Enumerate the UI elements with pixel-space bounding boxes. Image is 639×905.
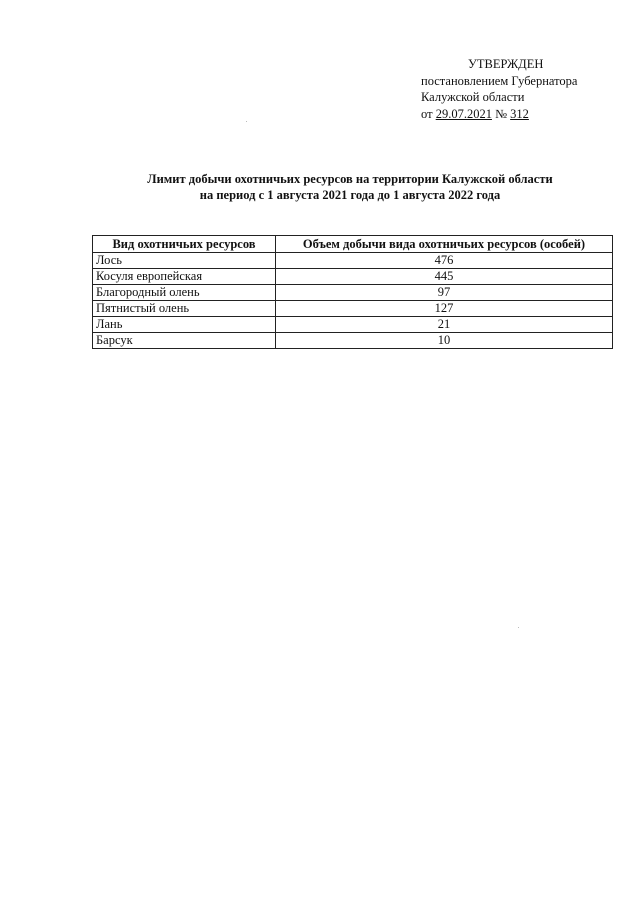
title-line-2: на период с 1 августа 2021 года до 1 августа 2022 года (199, 188, 501, 202)
number-sign: № (495, 106, 507, 121)
amount-cell: 127 (276, 301, 613, 317)
approval-number: 312 (510, 106, 529, 121)
species-cell: Лось (93, 253, 276, 269)
species-cell: Барсук (93, 333, 276, 349)
amount-cell: 10 (276, 333, 613, 349)
scan-speck (518, 627, 519, 628)
table-row (93, 301, 613, 317)
header-species: Вид охотничьих ресурсов (93, 236, 276, 253)
table-row (93, 285, 613, 301)
species-cell: Пятнистый олень (93, 301, 276, 317)
amount-cell: 476 (276, 253, 613, 269)
species-cell: Благородный олень (93, 285, 276, 301)
table-row (93, 317, 613, 333)
document-title (90, 171, 610, 203)
title-line-1: Лимит добычи охотничьих ресурсов на территории Калужской области (147, 172, 553, 186)
date-prefix: от (421, 106, 433, 121)
amount-cell: 445 (276, 269, 613, 285)
approval-block (421, 56, 621, 122)
table-header-row (93, 236, 613, 253)
species-cell: Косуля европейская (93, 269, 276, 285)
approval-date-line (421, 106, 621, 123)
approval-date: 29.07.2021 (435, 106, 492, 121)
approval-line-2: Калужской области (421, 90, 525, 104)
approval-line-1: постановлением Губернатора (421, 73, 578, 88)
species-cell: Лань (93, 317, 276, 333)
amount-cell: 21 (276, 317, 613, 333)
scan-speck (246, 121, 247, 122)
approved-heading: УТВЕРЖДЕН (468, 57, 544, 71)
limits-table (92, 235, 613, 349)
table-row (93, 269, 613, 285)
header-amount: Объем добычи вида охотничьих ресурсов (особей) (276, 236, 613, 253)
amount-cell: 97 (276, 285, 613, 301)
table-row (93, 253, 613, 269)
table-row (93, 333, 613, 349)
